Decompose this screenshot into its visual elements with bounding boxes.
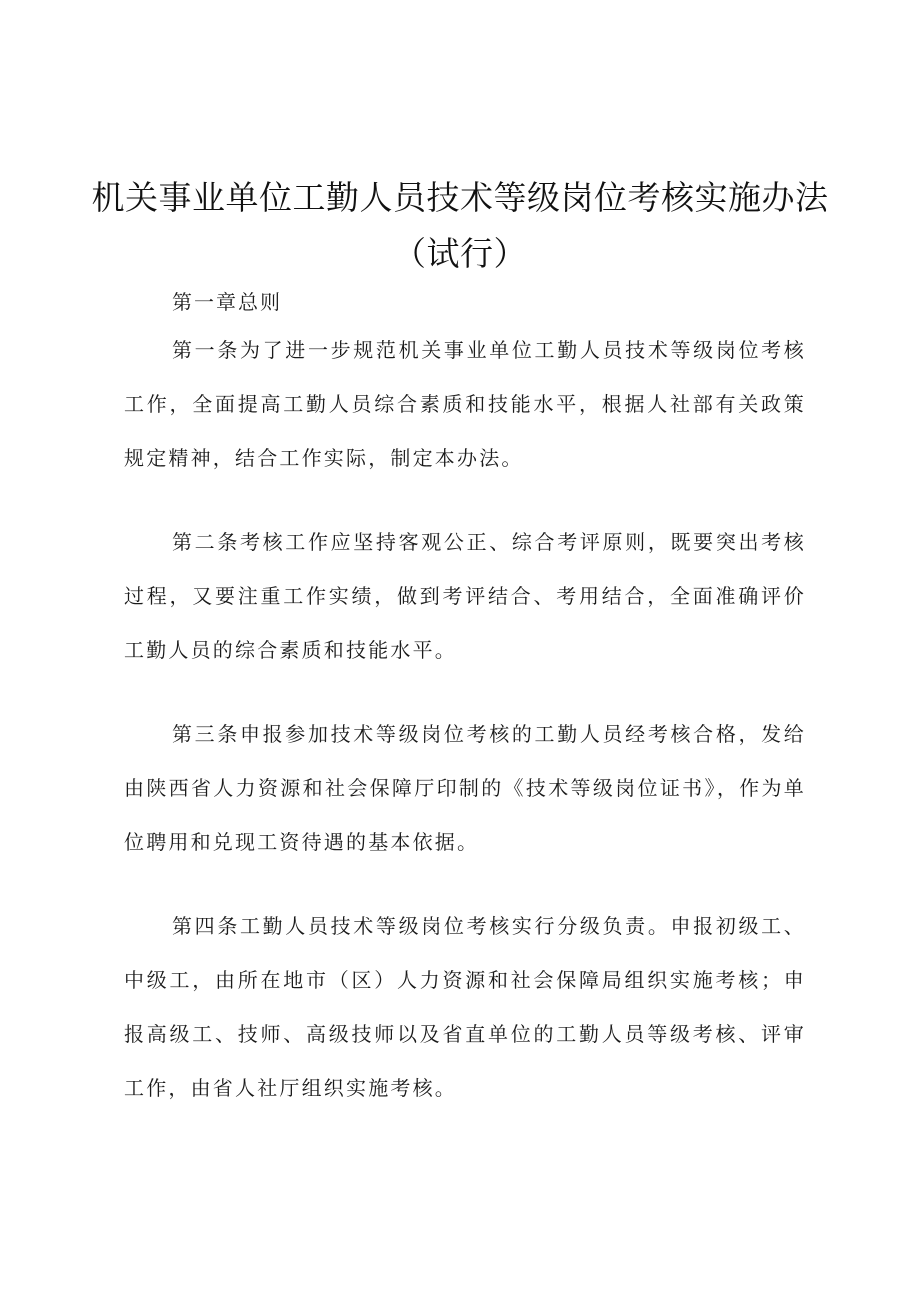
article-1: 第一条为了进一步规范机关事业单位工勤人员技术等级岗位考核工作，全面提高工勤人员综合素质和技能水平，根据人社部有关政策规定精神，结合工作实际，制定本办法。 bbox=[124, 338, 806, 470]
chapter-heading: 第一章总则 bbox=[172, 290, 282, 314]
article-3: 第三条申报参加技术等级岗位考核的工勤人员经考核合格，发给由陕西省人力资源和社会保障厅印制的《技术等级岗位证书》，作为单位聘用和兑现工资待遇的基本依据。 bbox=[124, 722, 806, 854]
article-4: 第四条工勤人员技术等级岗位考核实行分级负责。申报初级工、中级工，由所在地市（区）人力资源和社会保障局组织实施考核；申报高级工、技师、高级技师以及省直单位的工勤人员等级考核、评审工作，由省人社厅组织实施考核。 bbox=[124, 914, 806, 1100]
article-2: 第二条考核工作应坚持客观公正、综合考评原则，既要突出考核过程，又要注重工作实绩，做到考评结合、考用结合，全面准确评价工勤人员的综合素质和技能水平。 bbox=[124, 530, 806, 662]
document-title: 机关事业单位工勤人员技术等级岗位考核实施办法 bbox=[91, 178, 829, 217]
document-subtitle: （试行） bbox=[393, 234, 527, 273]
